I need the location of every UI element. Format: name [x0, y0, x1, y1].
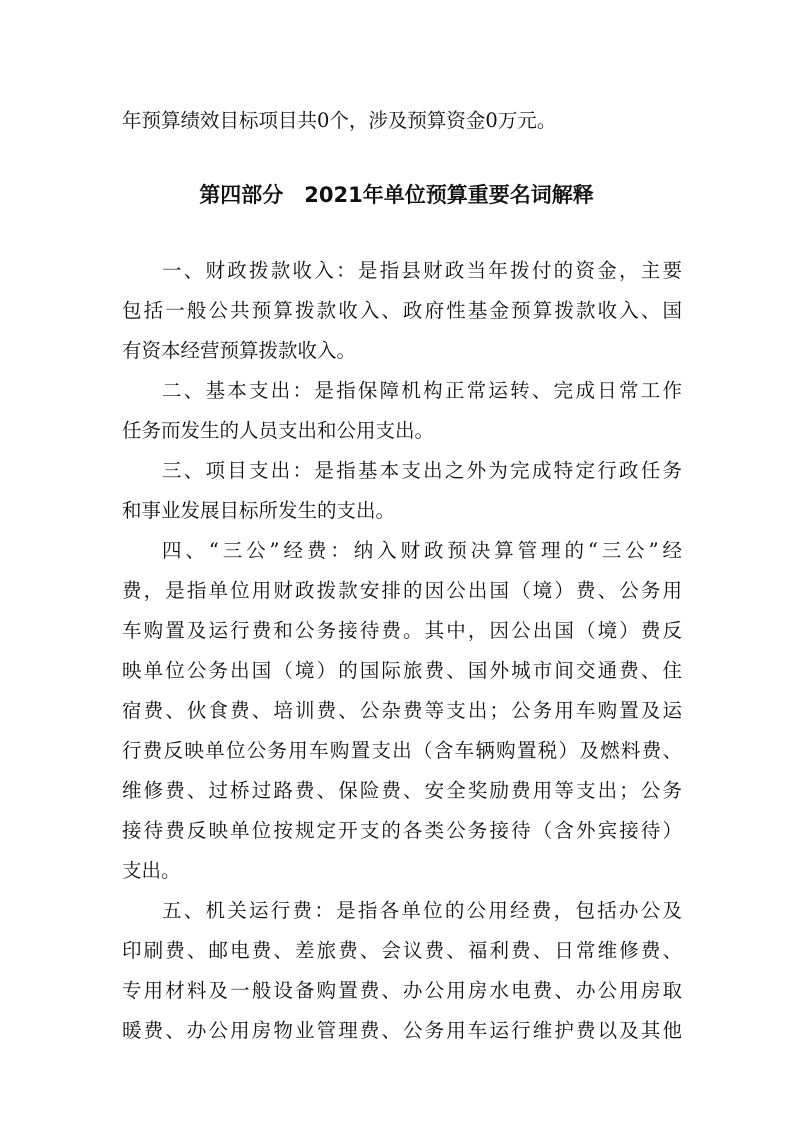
paragraph-line: 宿费、伙食费、培训费、公杂费等支出；公务用车购置及运 — [122, 699, 682, 722]
paragraph-line: 支出。 — [122, 859, 181, 882]
paragraph-line: 任务而发生的人员支出和公用支出。 — [122, 419, 435, 442]
paragraph-line: 印刷费、邮电费、差旅费、会议费、福利费、日常维修费、 — [122, 939, 682, 962]
paragraph-line: 三、项目支出：是指基本支出之外为完成特定行政任务 — [162, 459, 682, 482]
paragraph-line: 车购置及运行费和公务接待费。其中，因公出国（境）费反 — [122, 619, 682, 642]
paragraph-line: 行费反映单位公务用车购置支出（含车辆购置税）及燃料费、 — [122, 739, 682, 762]
paragraph-line: 费，是指单位用财政拨款安排的因公出国（境）费、公务用 — [122, 579, 682, 602]
paragraph-line: 接待费反映单位按规定开支的各类公务接待（含外宾接待） — [122, 819, 682, 842]
paragraph-line: 年预算绩效目标项目共0个，涉及预算资金0万元。 — [122, 109, 557, 132]
paragraph-line: 维修费、过桥过路费、保险费、安全奖励费用等支出；公务 — [122, 779, 682, 802]
paragraph-line: 包括一般公共预算拨款收入、政府性基金预算拨款收入、国 — [122, 299, 682, 322]
section-heading: 第四部分 2021年单位预算重要名词解释 — [199, 183, 594, 207]
paragraph-line: 四、“三公”经费：纳入财政预决算管理的“三公”经 — [162, 539, 682, 562]
paragraph-line: 专用材料及一般设备购置费、办公用房水电费、办公用房取 — [122, 979, 682, 1002]
paragraph-line: 有资本经营预算拨款收入。 — [122, 339, 357, 362]
paragraph-line: 映单位公务出国（境）的国际旅费、国外城市间交通费、住 — [122, 659, 682, 682]
paragraph-line: 暖费、办公用房物业管理费、公务用车运行维护费以及其他 — [122, 1019, 682, 1042]
paragraph-line: 五、机关运行费：是指各单位的公用经费，包括办公及 — [162, 899, 682, 922]
paragraph-line: 二、基本支出：是指保障机构正常运转、完成日常工作 — [162, 379, 682, 402]
paragraph-line: 一、财政拨款收入：是指县财政当年拨付的资金，主要 — [162, 259, 682, 282]
paragraph-line: 和事业发展目标所发生的支出。 — [122, 499, 396, 522]
